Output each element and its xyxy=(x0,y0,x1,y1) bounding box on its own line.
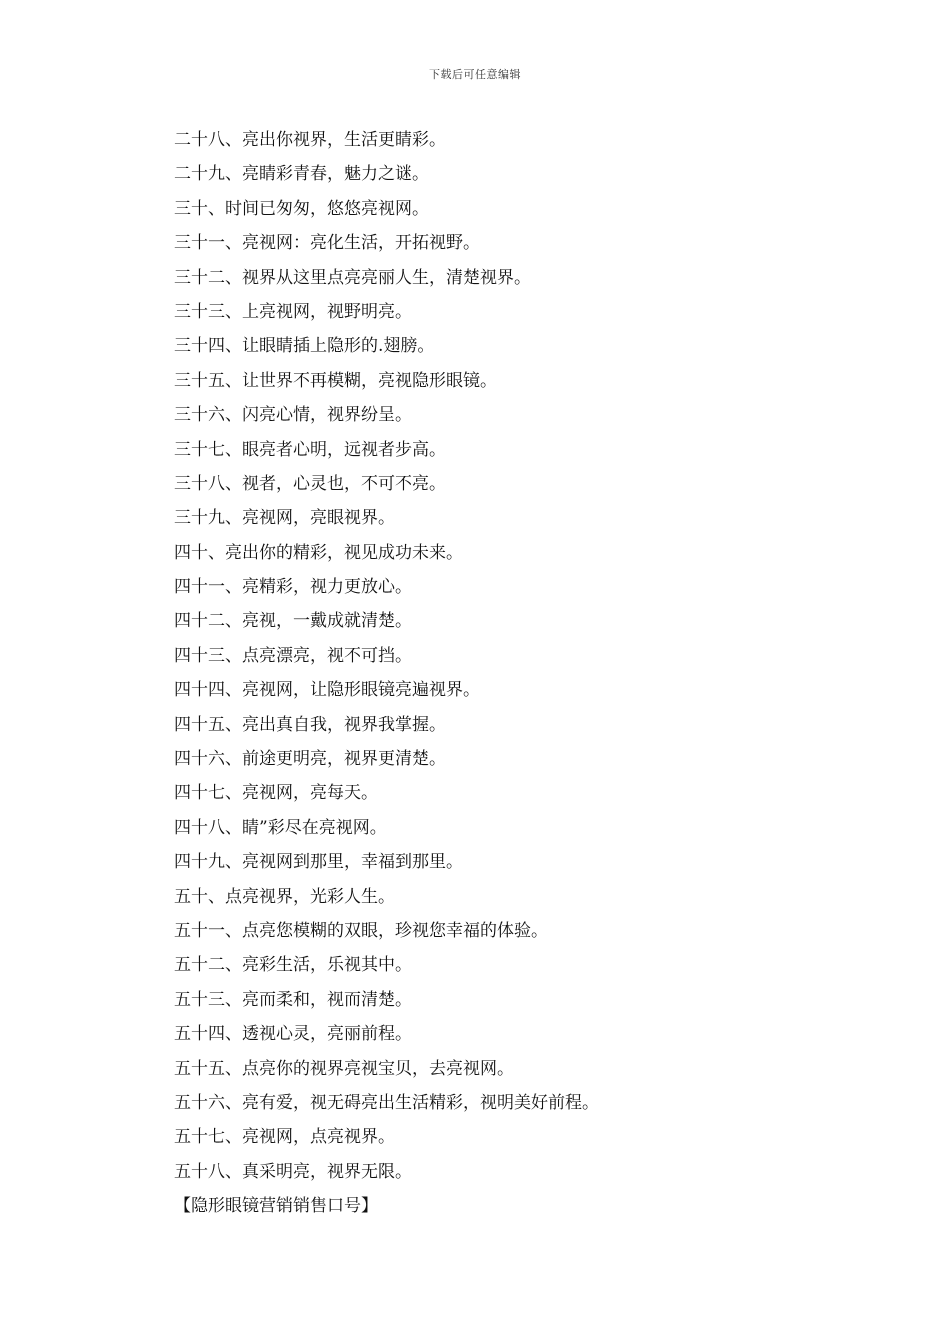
slogan-line: 五十、点亮视界，光彩人生。 xyxy=(174,886,395,907)
slogan-line: 四十、亮出你的精彩，视见成功未来。 xyxy=(174,542,463,563)
slogan-line: 三十一、亮视网：亮化生活，开拓视野。 xyxy=(174,233,480,254)
slogan-line: 五十四、透视心灵，亮丽前程。 xyxy=(174,1024,412,1045)
slogan-line: 四十一、亮精彩，视力更放心。 xyxy=(174,577,412,598)
slogan-line: 四十五、亮出真自我，视界我掌握。 xyxy=(174,714,446,735)
slogan-line: 五十一、点亮您模糊的双眼，珍视您幸福的体验。 xyxy=(174,920,548,941)
page-header-note: 下载后可任意编辑 xyxy=(429,68,521,81)
slogan-list xyxy=(174,123,874,1224)
slogan-line: 四十九、亮视网到那里，幸福到那里。 xyxy=(174,852,463,873)
slogan-line: 五十六、亮有爱，视无碍亮出生活精彩，视明美好前程。 xyxy=(174,1092,599,1113)
slogan-line: 五十二、亮彩生活，乐视其中。 xyxy=(174,955,412,976)
slogan-line: 五十五、点亮你的视界亮视宝贝，去亮视网。 xyxy=(174,1058,514,1079)
slogan-line: 三十四、让眼睛插上隐形的.翅膀。 xyxy=(174,336,435,357)
slogan-line: 五十八、真采明亮，视界无限。 xyxy=(174,1161,412,1182)
slogan-line: 三十七、眼亮者心明，远视者步高。 xyxy=(174,439,446,460)
slogan-line: 四十八、睛”彩尽在亮视网。 xyxy=(174,817,387,838)
section-heading: 【隐形眼镜营销销售口号】 xyxy=(174,1196,378,1217)
slogan-line: 五十三、亮而柔和，视而清楚。 xyxy=(174,989,412,1010)
slogan-line: 三十五、让世界不再模糊，亮视隐形眼镜。 xyxy=(174,370,497,391)
slogan-line: 三十、时间已匆匆，悠悠亮视网。 xyxy=(174,198,429,219)
slogan-line: 三十六、闪亮心情，视界纷呈。 xyxy=(174,405,412,426)
slogan-line: 四十三、点亮漂亮，视不可挡。 xyxy=(174,645,412,666)
slogan-line: 四十四、亮视网，让隐形眼镜亮遍视界。 xyxy=(174,680,480,701)
slogan-line: 四十六、前途更明亮，视界更清楚。 xyxy=(174,749,446,770)
slogan-line: 四十七、亮视网，亮每天。 xyxy=(174,783,378,804)
slogan-line: 四十二、亮视，一戴成就清楚。 xyxy=(174,611,412,632)
slogan-line: 三十九、亮视网，亮眼视界。 xyxy=(174,508,395,529)
slogan-line: 二十九、亮睛彩青春，魅力之谜。 xyxy=(174,164,429,185)
slogan-line: 三十八、视者，心灵也，不可不亮。 xyxy=(174,473,446,494)
slogan-line: 三十二、视界从这里点亮亮丽人生，清楚视界。 xyxy=(174,267,531,288)
slogan-line: 三十三、上亮视网，视野明亮。 xyxy=(174,301,412,322)
slogan-line: 五十七、亮视网，点亮视界。 xyxy=(174,1127,395,1148)
slogan-line: 二十八、亮出你视界，生活更睛彩。 xyxy=(174,130,446,150)
